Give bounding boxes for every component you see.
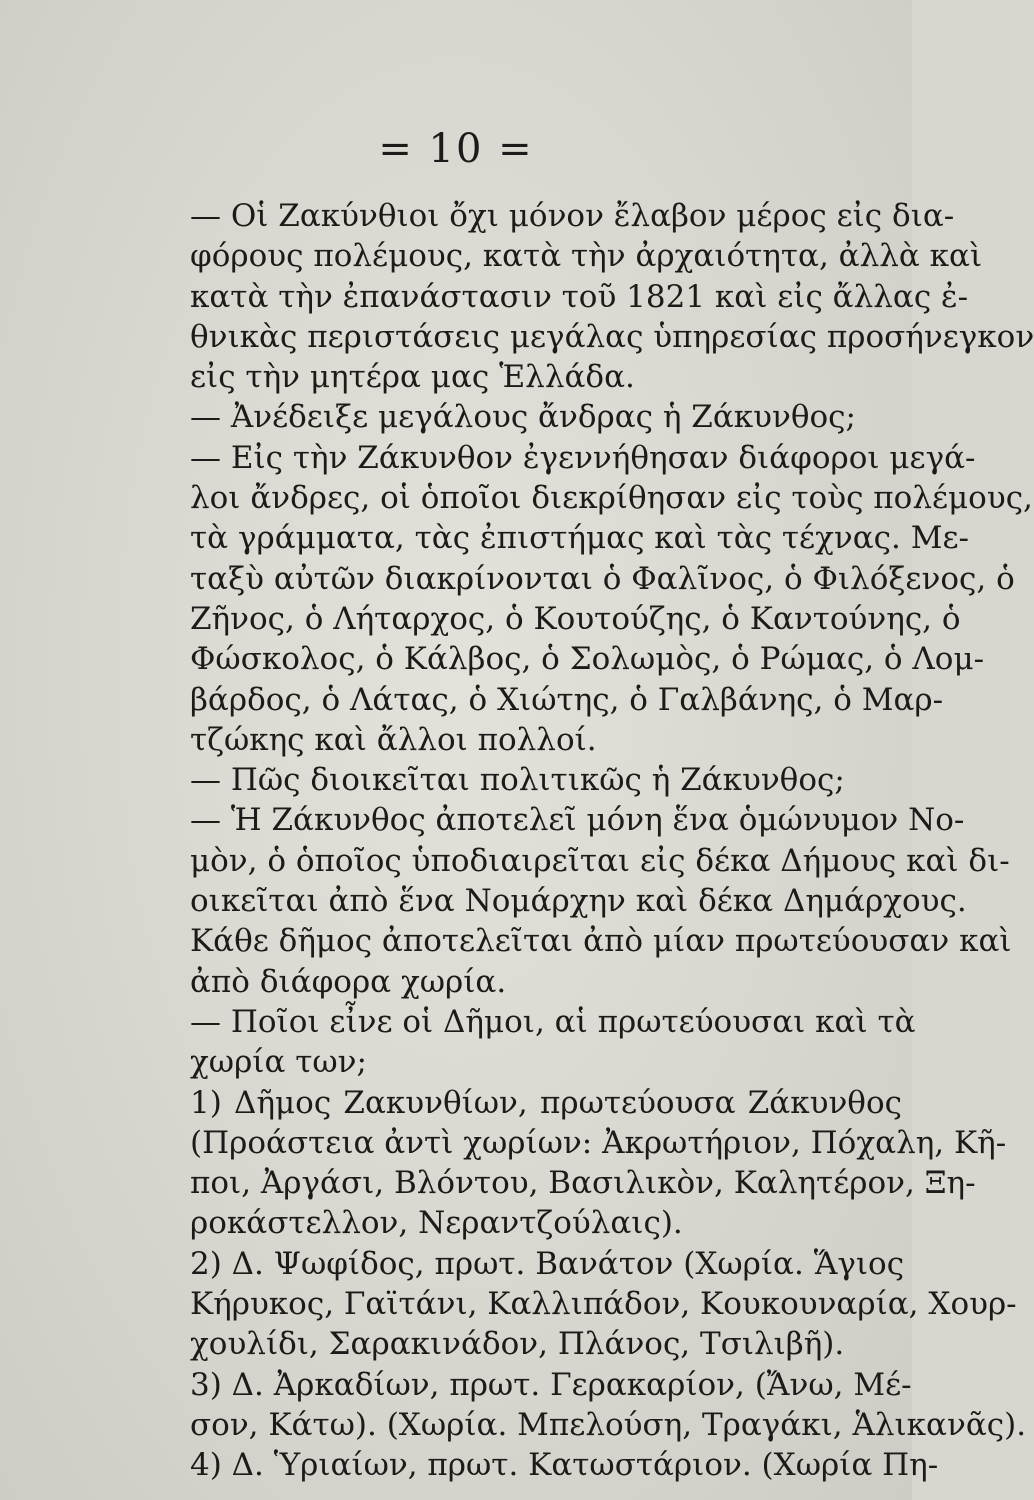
text-line: θνικὰς περιστάσεις μεγάλας ὑπηρεσίας προσήνεγκον — [190, 318, 1034, 355]
text-line: — Ἀνέδειξε μεγάλους ἄνδρας ἡ Ζάκυνθος; — [190, 399, 856, 436]
text-line: Ζῆνος, ὁ Λήταρχος, ὁ Κουτούζης, ὁ Καντούνης, ὁ — [190, 600, 961, 637]
text-line: — Πῶς διοικεῖται πολιτικῶς ἡ Ζάκυνθος; — [190, 762, 845, 799]
text-line: κατὰ τὴν ἐπανάστασιν τοῦ 1821 καὶ εἰς ἄλλας ἐ- — [190, 278, 969, 315]
text-line: — Ἡ Ζάκυνθος ἀποτελεῖ μόνη ἕνα ὁμώνυμον Νο- — [190, 802, 965, 839]
text-line: Κήρυκος, Γαϊτάνι, Καλλιπάδον, Κουκουναρία, Χουρ- — [190, 1286, 1017, 1323]
text-line: ροκάστελλον, Νεραντζούλαις). — [190, 1205, 683, 1242]
text-line: — Ποῖοι εἶνε οἱ Δῆμοι, αἱ πρωτεύουσαι καὶ τὰ — [190, 1003, 916, 1040]
text-line: ἀπὸ διάφορα χωρία. — [190, 963, 507, 1000]
text-line: Κάθε δῆμος ἀποτελεῖται ἀπὸ μίαν πρωτεύουσαν καὶ — [190, 923, 1012, 960]
text-line: βάρδος, ὁ Λάτας, ὁ Χιώτης, ὁ Γαλβάνης, ὁ Μαρ- — [190, 681, 944, 718]
text-line: 4) Δ. Ὑριαίων, πρωτ. Κατωστάριον. (Χωρία Πη- — [190, 1447, 939, 1484]
page-number: = 10 = — [378, 126, 534, 172]
text-line: τὰ γράμματα, τὰς ἐπιστήμας καὶ τὰς τέχνας. Με- — [190, 520, 970, 557]
text-line: οικεῖται ἀπὸ ἕνα Νομάρχην καὶ δέκα Δημάρχους. — [190, 883, 967, 920]
text-line: 3) Δ. Ἀρκαδίων, πρωτ. Γερακαρίον, (Ἄνω, Μέ- — [190, 1366, 912, 1403]
text-line: Φώσκολος, ὁ Κάλβος, ὁ Σολωμὸς, ὁ Ρώμας, ὁ Λομ- — [190, 641, 985, 678]
text-line: 1) Δῆμος Ζακυνθίων, πρωτεύουσα Ζάκυνθος — [190, 1084, 902, 1121]
text-line: σον, Κάτω). (Χωρία. Μπελούση, Τραγάκι, Ἁλικανᾶς). — [190, 1406, 1027, 1443]
text-line: ποι, Ἀργάσι, Βλόντου, Βασιλικὸν, Καλητέρον, Ξη- — [190, 1165, 976, 1202]
text-line: (Προάστεια ἀντὶ χωρίων: Ἀκρωτήριον, Πόχαλη, Κῆ- — [190, 1124, 1007, 1161]
text-line: 2) Δ. Ψωφίδος, πρωτ. Βανάτον (Χωρία. Ἅγιος — [190, 1245, 905, 1282]
body-text — [190, 196, 1034, 1486]
text-line: φόρους πολέμους, κατὰ τὴν ἀρχαιότητα, ἀλλὰ καὶ — [190, 238, 983, 275]
text-line: χωρία των; — [190, 1044, 367, 1081]
text-line: ταξὺ αὐτῶν διακρίνονται ὁ Φαλῖνος, ὁ Φιλόξενος, ὁ — [190, 560, 1015, 597]
text-line: λοι ἄνδρες, οἱ ὁποῖοι διεκρίθησαν εἰς τοὺς πολέμους, — [190, 480, 1033, 517]
text-line: τζώκης καὶ ἄλλοι πολλοί. — [190, 721, 597, 758]
text-line: εἰς τὴν μητέρα μας Ἑλλάδα. — [190, 359, 635, 396]
text-line: — Οἱ Ζακύνθιοι ὄχι μόνον ἔλαβον μέρος εἰς δια- — [190, 198, 955, 234]
text-line: — Εἰς τὴν Ζάκυνθον ἐγεννήθησαν διάφοροι μεγά- — [190, 439, 976, 476]
text-line: χουλίδι, Σαρακινάδον, Πλάνος, Τσιλιβῆ). — [190, 1326, 845, 1363]
text-line: μὸν, ὁ ὁποῖος ὑποδιαιρεῖται εἰς δέκα Δήμους καὶ δι- — [190, 842, 1010, 879]
